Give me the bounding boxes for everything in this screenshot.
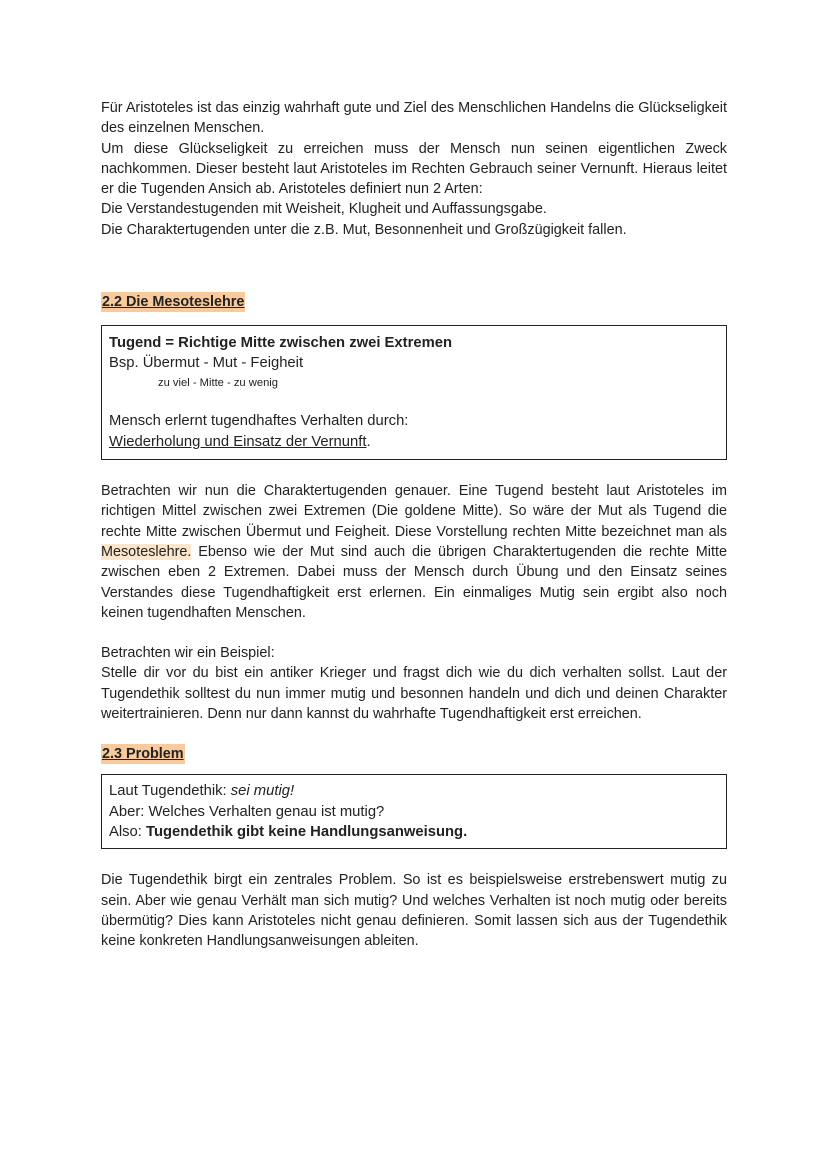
section-heading-problem: [101, 744, 727, 764]
intro-paragraph-1: Für Aristoteles ist das einzig wahrhaft gute und Ziel des Menschlichen Handelns die Glückseligkeit des einzelnen Menschen.: [101, 100, 727, 137]
summary-box-problem: [101, 774, 727, 849]
summary-box-mesoteslehre: [101, 325, 727, 460]
box-learning-method: [109, 432, 718, 452]
mesoteslehre-paragraph: [101, 481, 727, 623]
intro-paragraph-4: Die Charaktertugenden unter die z.B. Mut, Besonnenheit und Großzügigkeit fallen.: [101, 221, 627, 238]
mesoteslehre-paragraph-end: Ebenso wie der Mut sind auch die übrigen Charaktertugenden die rechte Mitte zwischen eben 2 Extremen. Dabei muss der Mensch durch Übung und den Einsatz seines Verstandes diese Tugendhaftigkeit erst erlernen. Ein einmaliges Mutig sein ergibt also noch keinen tugendhaften Menschen.: [101, 543, 727, 621]
box-example-legend: zu viel - Mitte - zu wenig: [158, 377, 278, 390]
box-example: Bsp. Übermut - Mut - Feigheit: [109, 355, 304, 372]
section-heading-2-2: 2.2 Die Mesoteslehre: [102, 294, 245, 311]
box-learning-method-underlined: Wiederholung und Einsatz der Vernunft: [109, 433, 367, 450]
box-problem-bold: Tugendethik gibt keine Handlungsanweisung.: [146, 823, 468, 840]
box-problem-italic: sei mutig!: [230, 783, 295, 800]
mesoteslehre-paragraph-start: Betrachten wir nun die Charaktertugenden genauer. Eine Tugend besteht laut Aristoteles im richtigen Mittel zwischen zwei Extremen (Die goldene Mitte). So wäre der Mut als Tugend die rechte Mitte zwischen Übermut und Feigheit. Diese Vorstellung rechten Mitte bezeichnet man als: [101, 483, 727, 540]
intro-paragraph-3: Die Verstandestugenden mit Weisheit, Klugheit und Auffassungsgabe.: [101, 201, 547, 218]
box-problem-line-3-start: Also:: [109, 823, 147, 840]
example-paragraph: Stelle dir vor du bist ein antiker Krieger und fragst dich wie du dich verhalten sollst. Laut der Tugendethik solltest du nun immer mutig und besonnen handeln und dich und deinen Charakter weitertrainieren. Denn nur dann kannst du wahrhafte Tugendhaftigkeit erst erreichen.: [101, 665, 727, 723]
section-heading-2-3: 2.3 Problem: [102, 746, 184, 763]
highlighted-term-mesoteslehre: Mesoteslehre.: [101, 543, 192, 560]
example-intro: Betrachten wir ein Beispiel:: [101, 645, 275, 662]
document-content: [101, 98, 727, 952]
intro-paragraph-2: Um diese Glückseligkeit zu erreichen muss der Mensch nun seinen eigentlichen Zweck nachkommen. Dieser besteht laut Aristoteles im Rechten Gebrauch seiner Vernunft. Hieraus leitet er die Tugenden Ansich ab. Aristoteles definiert nun 2 Arten:: [101, 140, 727, 198]
box-problem-line-2: Aber: Welches Verhalten genau ist mutig?: [109, 803, 385, 820]
problem-paragraph: Die Tugendethik birgt ein zentrales Problem. So ist es beispielsweise erstrebenswert mutig zu sein. Aber wie genau Verhält man sich mutig? Und welches Verhalten ist noch mutig oder bereits übermütig? Dies kann Aristoteles nicht genau definieren. Somit lassen sich aus der Tugendethik keine konkreten Handlungsanweisungen ableiten.: [101, 872, 727, 950]
box-problem-line-3: [109, 822, 718, 842]
section-heading-mesoteslehre: [101, 292, 727, 312]
box-problem-line-1: [109, 781, 718, 801]
box-problem-line-1-start: Laut Tugendethik:: [109, 783, 231, 800]
box-learning-method-end: .: [366, 433, 371, 450]
box-learning-text: Mensch erlernt tugendhaftes Verhalten durch:: [109, 413, 409, 430]
box-definition: Tugend = Richtige Mitte zwischen zwei Extremen: [109, 335, 452, 352]
